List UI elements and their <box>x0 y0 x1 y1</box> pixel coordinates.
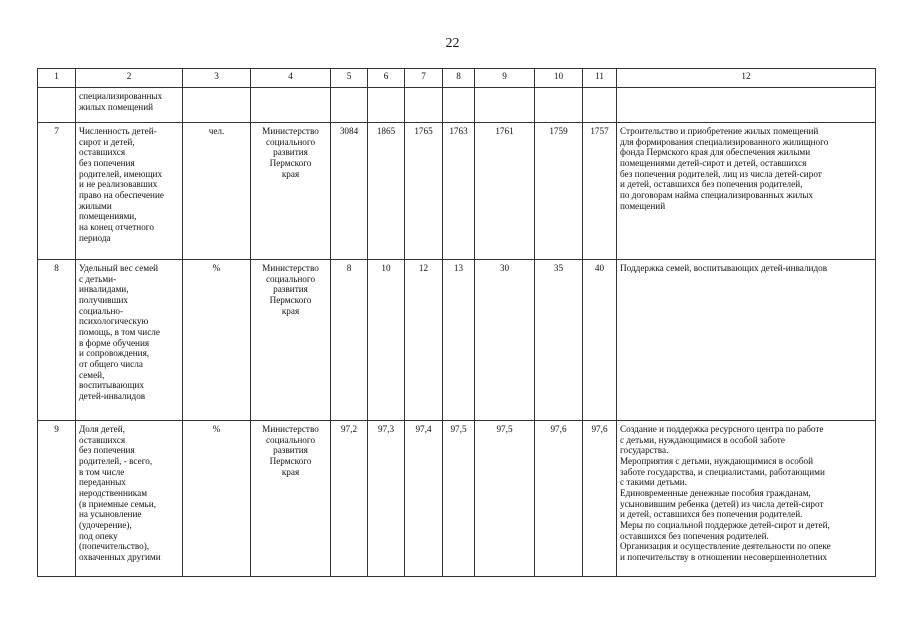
row-number: 7 <box>38 123 76 260</box>
row-number: 8 <box>38 260 76 421</box>
value-cell: 13 <box>443 260 475 421</box>
measures-cell: Строительство и приобретение жилых помещений для формирования специализированного жилищного фонда Пермского края для обеспечения жилыми помещениями детей-сирот и детей, оставшихся без попечения родителей, лиц из числа детей-сирот и детей, оставшихся без попечения родителей, по договорам найма специализированных жилых помещений <box>617 123 876 260</box>
value-cell: 35 <box>535 260 583 421</box>
value-cell: 97,4 <box>405 421 443 577</box>
column-header: 10 <box>535 69 583 88</box>
value-cell: 40 <box>583 260 617 421</box>
column-header: 8 <box>443 69 475 88</box>
empty-cell <box>38 88 76 123</box>
executor-cell: Министерство социального развития Пермского края <box>251 260 331 421</box>
unit-cell: % <box>183 260 251 421</box>
empty-cell <box>368 88 405 123</box>
indicator-cell: специализированных жилых помещений <box>76 88 183 123</box>
indicator-cell: Доля детей, оставшихся без попечения родителей, - всего, в том числе переданных неродственникам (в приемные семьи, на усыновление (удочерение), под опеку (попечительство), охваченных другими <box>76 421 183 577</box>
value-cell: 30 <box>475 260 535 421</box>
empty-cell <box>535 88 583 123</box>
empty-cell <box>251 88 331 123</box>
column-header: 1 <box>38 69 76 88</box>
value-cell: 8 <box>331 260 368 421</box>
table-row <box>38 421 876 577</box>
measures-cell: Создание и поддержка ресурсного центра по работе с детьми, нуждающимися в особой заботе государства. Мероприятия с детьми, нуждающимися в особой заботе государства, и специалистами, работающими с такими детьми. Единовременные денежные пособия гражданам, усыновившим ребенка (детей) из числа детей-сирот и детей, оставшихся без попечения родителей. Меры по социальной поддержке детей-сирот и детей, оставшихся без попечения родителей. Организация и осуществление деятельности по опеке и попечительству в отношении несовершеннолетних <box>617 421 876 577</box>
continuation-row <box>38 88 876 123</box>
column-header: 9 <box>475 69 535 88</box>
unit-cell: % <box>183 421 251 577</box>
value-cell: 97,6 <box>583 421 617 577</box>
table-row <box>38 260 876 421</box>
measures-cell: Поддержка семей, воспитывающих детей-инвалидов <box>617 260 876 421</box>
header-row <box>38 69 876 88</box>
value-cell: 97,5 <box>475 421 535 577</box>
value-cell: 3084 <box>331 123 368 260</box>
empty-cell <box>183 88 251 123</box>
executor-cell: Министерство социального развития Пермского края <box>251 421 331 577</box>
value-cell: 97,2 <box>331 421 368 577</box>
value-cell: 97,6 <box>535 421 583 577</box>
value-cell: 1759 <box>535 123 583 260</box>
column-header: 12 <box>617 69 876 88</box>
unit-cell: чел. <box>183 123 251 260</box>
row-number: 9 <box>38 421 76 577</box>
indicator-cell: Удельный вес семей с детьми- инвалидами, получивших социально- психологическую помощь, в том числе в форме обучения и сопровождения, от общего числа семей, воспитывающих детей-инвалидов <box>76 260 183 421</box>
executor-cell: Министерство социального развития Пермского края <box>251 123 331 260</box>
page-number: 22 <box>445 36 460 51</box>
column-header: 7 <box>405 69 443 88</box>
column-header: 6 <box>368 69 405 88</box>
value-cell: 1865 <box>368 123 405 260</box>
empty-cell <box>617 88 876 123</box>
empty-cell <box>475 88 535 123</box>
value-cell: 1757 <box>583 123 617 260</box>
column-header: 3 <box>183 69 251 88</box>
indicators-table <box>37 68 876 577</box>
value-cell: 10 <box>368 260 405 421</box>
column-header: 4 <box>251 69 331 88</box>
table-row <box>38 123 876 260</box>
column-header: 5 <box>331 69 368 88</box>
empty-cell <box>583 88 617 123</box>
value-cell: 1763 <box>443 123 475 260</box>
column-header: 11 <box>583 69 617 88</box>
empty-cell <box>331 88 368 123</box>
empty-cell <box>443 88 475 123</box>
value-cell: 97,3 <box>368 421 405 577</box>
indicator-cell: Численность детей- сирот и детей, оставшихся без попечения родителей, имеющих и не реализовавших право на обеспечение жилыми помещениями, на конец отчетного периода <box>76 123 183 260</box>
value-cell: 97,5 <box>443 421 475 577</box>
column-header: 2 <box>76 69 183 88</box>
empty-cell <box>405 88 443 123</box>
value-cell: 1761 <box>475 123 535 260</box>
value-cell: 1765 <box>405 123 443 260</box>
value-cell: 12 <box>405 260 443 421</box>
